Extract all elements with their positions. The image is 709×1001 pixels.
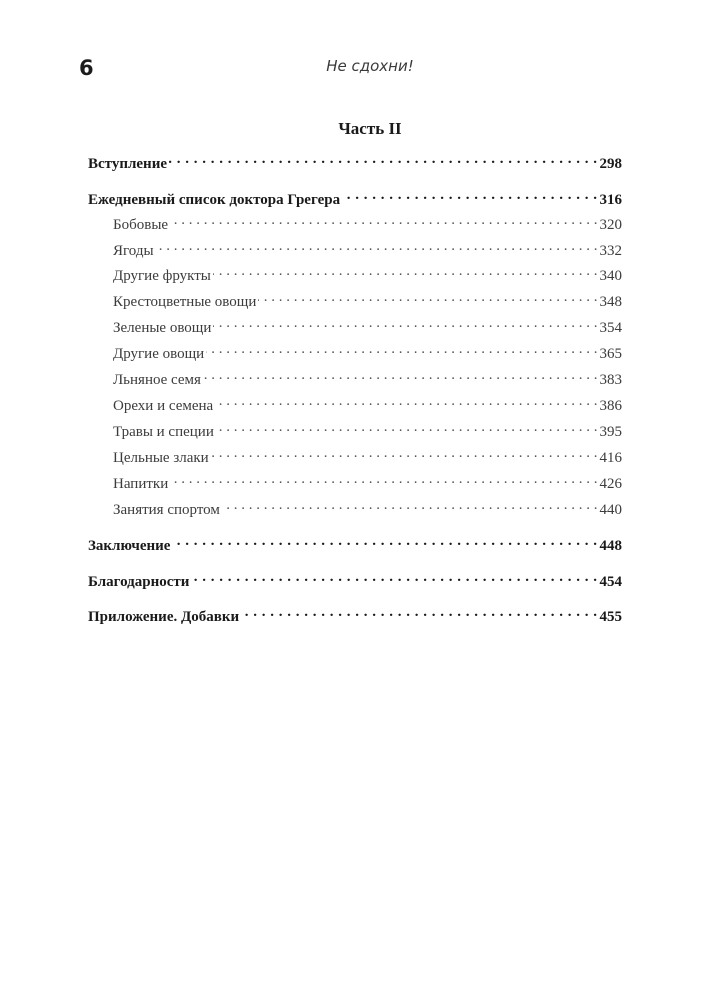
toc-entry-conclusion[interactable]: [88, 532, 622, 555]
dot-leader: [170, 211, 597, 229]
toc-entry-title: Другие фрукты: [113, 268, 211, 284]
page-number: 6: [79, 56, 94, 80]
toc-entry-page: 395: [599, 424, 622, 440]
toc-entry-page: 448: [599, 538, 622, 554]
toc-entry-title: Льняное семя: [113, 372, 201, 388]
part-title: Часть II: [338, 119, 402, 138]
dot-leader: [213, 262, 598, 280]
toc-entry-beverages[interactable]: [113, 470, 622, 493]
toc-entry-berries[interactable]: [113, 237, 622, 260]
toc-entry-page: 316: [599, 192, 622, 208]
toc-entry-title: Вступление: [88, 156, 167, 172]
toc-entry-title: Ежедневный список доктора Грегера: [88, 192, 341, 208]
toc-entry-page: 426: [599, 476, 622, 492]
toc-entry-beans[interactable]: [113, 211, 622, 234]
toc-entry-daily-dozen[interactable]: [88, 186, 622, 209]
toc-entry-title: Занятия спортом: [113, 502, 220, 518]
toc-entry-exercise[interactable]: [113, 496, 622, 519]
toc-entry-page: 383: [599, 372, 622, 388]
toc-entry-page: 298: [599, 156, 622, 172]
dot-leader: [169, 150, 598, 168]
toc-entry-page: 416: [599, 450, 622, 466]
toc-entry-page: 340: [599, 268, 622, 284]
toc-entry-other-vegetables[interactable]: [113, 340, 622, 363]
dot-leader: [191, 568, 597, 586]
toc-entry-title: Приложение. Добавки: [88, 609, 240, 625]
toc-entry-page: 332: [599, 243, 622, 259]
dot-leader: [215, 392, 597, 410]
toc-entry-acknowledgements[interactable]: [88, 568, 622, 591]
toc-entry-title: Травы и специи: [113, 424, 214, 440]
toc-entry-title: Зеленые овощи: [113, 320, 212, 336]
toc-entry-title: Цельные злаки: [113, 450, 209, 466]
dot-leader: [216, 418, 598, 436]
toc-entry-page: 386: [599, 398, 622, 414]
toc-entry-title: Напитки: [113, 476, 169, 492]
toc-entry-greens[interactable]: [113, 314, 622, 337]
toc-entry-title: Орехи и семена: [113, 398, 214, 414]
toc-entry-page: 365: [599, 346, 622, 362]
toc-entry-title: Крестоцветные овощи: [113, 294, 257, 310]
toc-entry-other-fruits[interactable]: [113, 262, 622, 285]
toc-entry-page: 455: [599, 609, 622, 625]
running-head-title: Не сдохни!: [326, 57, 414, 75]
toc-entry-herbs-spices[interactable]: [113, 418, 622, 441]
dot-leader: [203, 366, 598, 384]
toc-entry-cruciferous[interactable]: [113, 288, 622, 311]
dot-leader: [156, 237, 598, 255]
toc-entry-page: 348: [599, 294, 622, 310]
dot-leader: [211, 444, 598, 462]
toc-entry-nuts-seeds[interactable]: [113, 392, 622, 415]
toc-entry-title: Заключение: [88, 538, 171, 554]
dot-leader: [172, 532, 597, 550]
toc-entry-page: 440: [599, 502, 622, 518]
toc-entry-whole-grains[interactable]: [113, 444, 622, 467]
dot-leader: [241, 603, 597, 621]
toc-entry-page: 454: [599, 574, 622, 590]
toc-entry-title: Ягоды: [113, 243, 154, 259]
dot-leader: [342, 186, 597, 204]
toc-entry-title: Бобовые: [113, 217, 169, 233]
toc-entry-appendix-supplements[interactable]: [88, 603, 622, 626]
dot-leader: [258, 288, 597, 306]
dot-leader: [206, 340, 597, 358]
toc-entry-title: Другие овощи: [113, 346, 205, 362]
toc-entry-flaxseed[interactable]: [113, 366, 622, 389]
dot-leader: [222, 496, 598, 514]
dot-leader: [213, 314, 597, 332]
dot-leader: [170, 470, 597, 488]
toc-entry-title: Благодарности: [88, 574, 190, 590]
toc-entry-introduction[interactable]: [88, 150, 622, 173]
toc-entry-page: 320: [599, 217, 622, 233]
toc-entry-page: 354: [599, 320, 622, 336]
